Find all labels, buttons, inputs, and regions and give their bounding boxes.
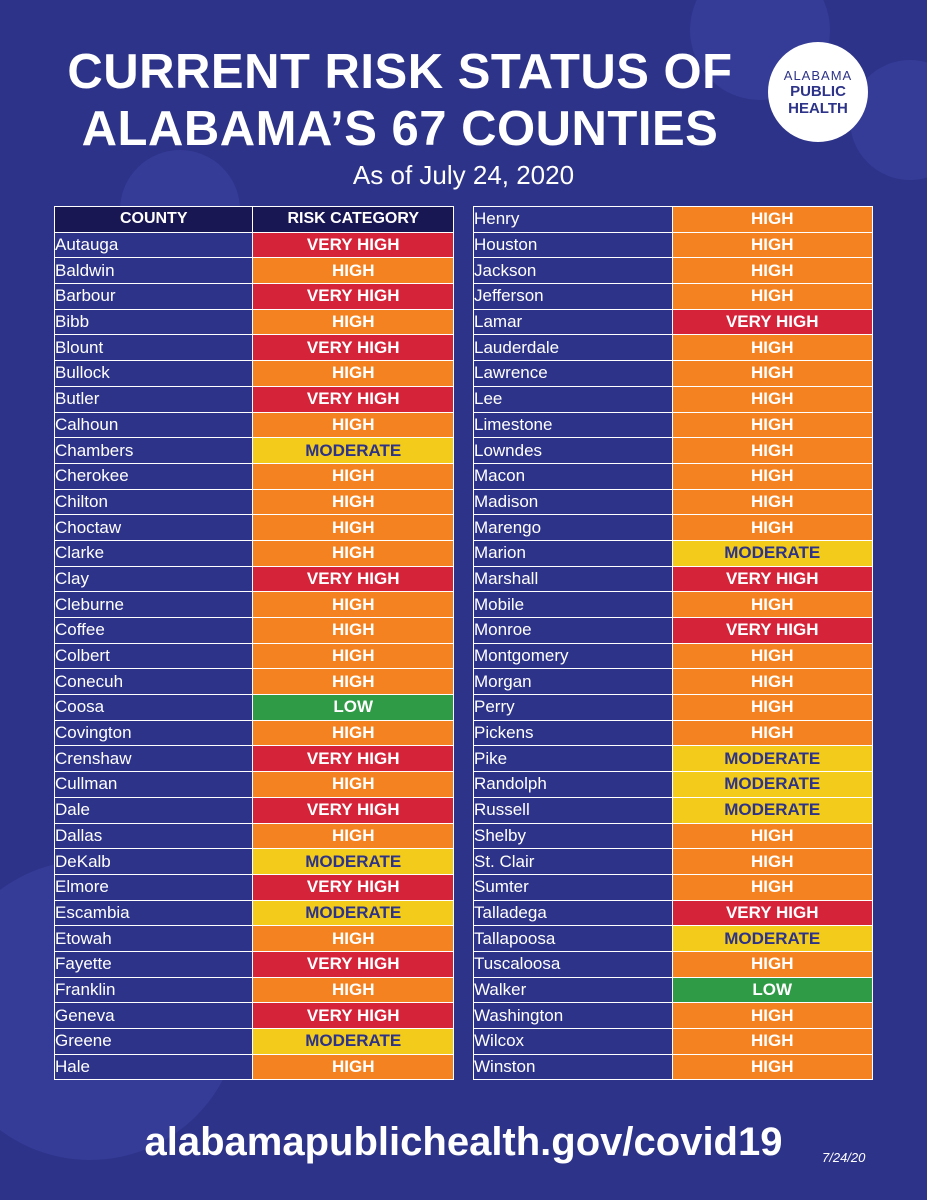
risk-category: VERY HIGH [253,386,454,412]
table-row [474,746,873,772]
table-row [55,1029,454,1055]
county-name: Dallas [55,823,253,849]
risk-category: VERY HIGH [253,232,454,258]
county-name: Tuscaloosa [474,951,673,977]
county-name: Bullock [55,361,253,387]
table-row [55,1054,454,1080]
risk-column-header: RISK CATEGORY [253,207,454,233]
table-row [474,207,873,233]
table-row [55,951,454,977]
county-name: Lee [474,386,673,412]
risk-category: HIGH [253,720,454,746]
county-name: Marshall [474,566,673,592]
county-name: Cullman [55,772,253,798]
county-name: Montgomery [474,643,673,669]
county-name: Houston [474,232,673,258]
county-name: Lamar [474,309,673,335]
table-row [474,695,873,721]
risk-category: HIGH [253,309,454,335]
county-name: Conecuh [55,669,253,695]
table-row [55,900,454,926]
risk-category: HIGH [672,592,873,618]
county-name: Chambers [55,438,253,464]
table-row [55,926,454,952]
risk-category: HIGH [672,284,873,310]
table-row [55,746,454,772]
county-name: Geneva [55,1003,253,1029]
risk-category: VERY HIGH [672,309,873,335]
title-line-1: CURRENT RISK STATUS OF [67,45,733,99]
county-name: Fayette [55,951,253,977]
risk-category: HIGH [253,1054,454,1080]
table-row [55,361,454,387]
county-name: Hale [55,1054,253,1080]
county-name: Colbert [55,643,253,669]
county-name: Chilton [55,489,253,515]
table-row [474,874,873,900]
table-row [55,592,454,618]
table-row [474,669,873,695]
risk-category: HIGH [672,669,873,695]
table-row [474,643,873,669]
county-name: Blount [55,335,253,361]
table-row [474,797,873,823]
table-row [474,772,873,798]
footer-date-stamp: 7/24/20 [822,1150,866,1165]
table-row [55,1003,454,1029]
risk-category: HIGH [672,720,873,746]
risk-category: VERY HIGH [253,951,454,977]
table-row [55,284,454,310]
county-name: Pike [474,746,673,772]
table-row [474,412,873,438]
county-name: Wilcox [474,1029,673,1055]
risk-category: HIGH [672,207,873,233]
risk-category: VERY HIGH [253,797,454,823]
county-name: Tallapoosa [474,926,673,952]
risk-category: VERY HIGH [672,618,873,644]
county-name: Barbour [55,284,253,310]
risk-category: VERY HIGH [253,335,454,361]
risk-category: LOW [253,695,454,721]
county-name: Madison [474,489,673,515]
risk-category: MODERATE [672,797,873,823]
table-header-row [55,207,454,233]
table-row [474,592,873,618]
county-name: Russell [474,797,673,823]
risk-category: VERY HIGH [253,874,454,900]
risk-category: HIGH [253,823,454,849]
county-name: Henry [474,207,673,233]
risk-category: HIGH [672,643,873,669]
table-row [55,515,454,541]
table-row [474,720,873,746]
risk-category: MODERATE [253,438,454,464]
county-name: Covington [55,720,253,746]
risk-category: HIGH [253,977,454,1003]
county-name: Dale [55,797,253,823]
table-row [474,258,873,284]
risk-category: HIGH [672,232,873,258]
table-row [55,258,454,284]
county-name: Butler [55,386,253,412]
risk-category: HIGH [672,1029,873,1055]
table-row [55,566,454,592]
table-row [474,386,873,412]
table-row [474,566,873,592]
table-row [474,438,873,464]
county-name: Talladega [474,900,673,926]
page-title [30,44,770,158]
county-name: Cherokee [55,463,253,489]
risk-category: VERY HIGH [253,746,454,772]
county-name: Calhoun [55,412,253,438]
table-row [55,772,454,798]
table-row [474,618,873,644]
risk-category: MODERATE [253,900,454,926]
table-row [474,1054,873,1080]
risk-category: HIGH [253,618,454,644]
risk-category: HIGH [253,489,454,515]
risk-category: HIGH [672,489,873,515]
table-row [55,695,454,721]
risk-category: HIGH [672,823,873,849]
table-row [474,361,873,387]
table-row [55,823,454,849]
table-row [55,618,454,644]
risk-category: HIGH [672,361,873,387]
table-row [55,232,454,258]
risk-category: HIGH [672,258,873,284]
table-row [55,874,454,900]
risk-category: HIGH [672,849,873,875]
county-name: Cleburne [55,592,253,618]
county-name: Monroe [474,618,673,644]
county-name: Jefferson [474,284,673,310]
risk-category: HIGH [672,1054,873,1080]
county-name: Choctaw [55,515,253,541]
alabama-public-health-logo [768,42,868,142]
county-name: Elmore [55,874,253,900]
table-row [474,489,873,515]
risk-category: HIGH [253,361,454,387]
county-name: Macon [474,463,673,489]
risk-category: VERY HIGH [672,566,873,592]
risk-category: HIGH [672,515,873,541]
risk-category: HIGH [672,412,873,438]
risk-table-left [54,206,454,1080]
risk-category: HIGH [253,540,454,566]
table-row [55,643,454,669]
county-name: Winston [474,1054,673,1080]
county-name: Marion [474,540,673,566]
county-name: Escambia [55,900,253,926]
county-name: Marengo [474,515,673,541]
table-row [474,823,873,849]
risk-category: MODERATE [253,849,454,875]
county-name: St. Clair [474,849,673,875]
table-row [474,463,873,489]
county-name: Perry [474,695,673,721]
table-row [55,489,454,515]
table-row [474,540,873,566]
table-row [474,900,873,926]
risk-category: HIGH [672,438,873,464]
risk-category: VERY HIGH [672,900,873,926]
footer-url: alabamapublichealth.gov/covid19 [144,1120,783,1164]
county-name: Washington [474,1003,673,1029]
risk-category: HIGH [672,335,873,361]
county-name: Morgan [474,669,673,695]
logo-line-2: PUBLIC [790,83,846,100]
table-row [55,977,454,1003]
county-name: Greene [55,1029,253,1055]
table-row [55,720,454,746]
county-name: Mobile [474,592,673,618]
risk-category: HIGH [672,695,873,721]
risk-category: HIGH [672,951,873,977]
risk-category: HIGH [253,412,454,438]
table-row [55,438,454,464]
table-row [474,1029,873,1055]
risk-category: MODERATE [672,772,873,798]
logo-line-1: ALABAMA [783,68,853,83]
risk-category: VERY HIGH [253,284,454,310]
county-column-header: COUNTY [55,207,253,233]
risk-category: MODERATE [672,540,873,566]
table-row [474,515,873,541]
table-row [55,797,454,823]
county-name: Coosa [55,695,253,721]
risk-category: MODERATE [672,746,873,772]
county-name: Crenshaw [55,746,253,772]
risk-category: HIGH [672,1003,873,1029]
county-name: Clay [55,566,253,592]
county-name: Sumter [474,874,673,900]
county-name: Jackson [474,258,673,284]
county-name: Bibb [55,309,253,335]
table-row [474,309,873,335]
as-of-date: As of July 24, 2020 [352,160,575,190]
table-row [474,977,873,1003]
risk-category: HIGH [672,463,873,489]
county-name: Limestone [474,412,673,438]
table-row [55,386,454,412]
risk-category: MODERATE [672,926,873,952]
table-row [55,412,454,438]
county-name: Franklin [55,977,253,1003]
table-row [474,284,873,310]
table-row [474,335,873,361]
risk-category: HIGH [253,669,454,695]
title-line-2: ALABAMA’S 67 COUNTIES [81,102,719,156]
risk-category: HIGH [253,515,454,541]
risk-category: HIGH [672,874,873,900]
county-name: Coffee [55,618,253,644]
risk-category: HIGH [672,386,873,412]
table-row [55,309,454,335]
county-name: Lauderdale [474,335,673,361]
risk-category: MODERATE [253,1029,454,1055]
table-row [474,926,873,952]
logo-line-3: HEALTH [788,100,848,117]
table-row [55,669,454,695]
table-row [55,335,454,361]
risk-category: HIGH [253,772,454,798]
risk-table-right [473,206,873,1080]
risk-category: LOW [672,977,873,1003]
risk-category: HIGH [253,592,454,618]
table-row [55,849,454,875]
table-row [55,540,454,566]
county-name: Lowndes [474,438,673,464]
risk-category: HIGH [253,643,454,669]
county-name: Baldwin [55,258,253,284]
county-name: Clarke [55,540,253,566]
table-row [55,463,454,489]
county-name: DeKalb [55,849,253,875]
risk-category: HIGH [253,258,454,284]
county-name: Pickens [474,720,673,746]
risk-category: HIGH [253,926,454,952]
risk-category: VERY HIGH [253,1003,454,1029]
table-row [474,1003,873,1029]
county-name: Walker [474,977,673,1003]
county-name: Shelby [474,823,673,849]
table-row [474,232,873,258]
table-row [474,951,873,977]
table-row [474,849,873,875]
risk-category: HIGH [253,463,454,489]
risk-category: VERY HIGH [253,566,454,592]
county-name: Randolph [474,772,673,798]
county-name: Lawrence [474,361,673,387]
county-name: Autauga [55,232,253,258]
county-name: Etowah [55,926,253,952]
